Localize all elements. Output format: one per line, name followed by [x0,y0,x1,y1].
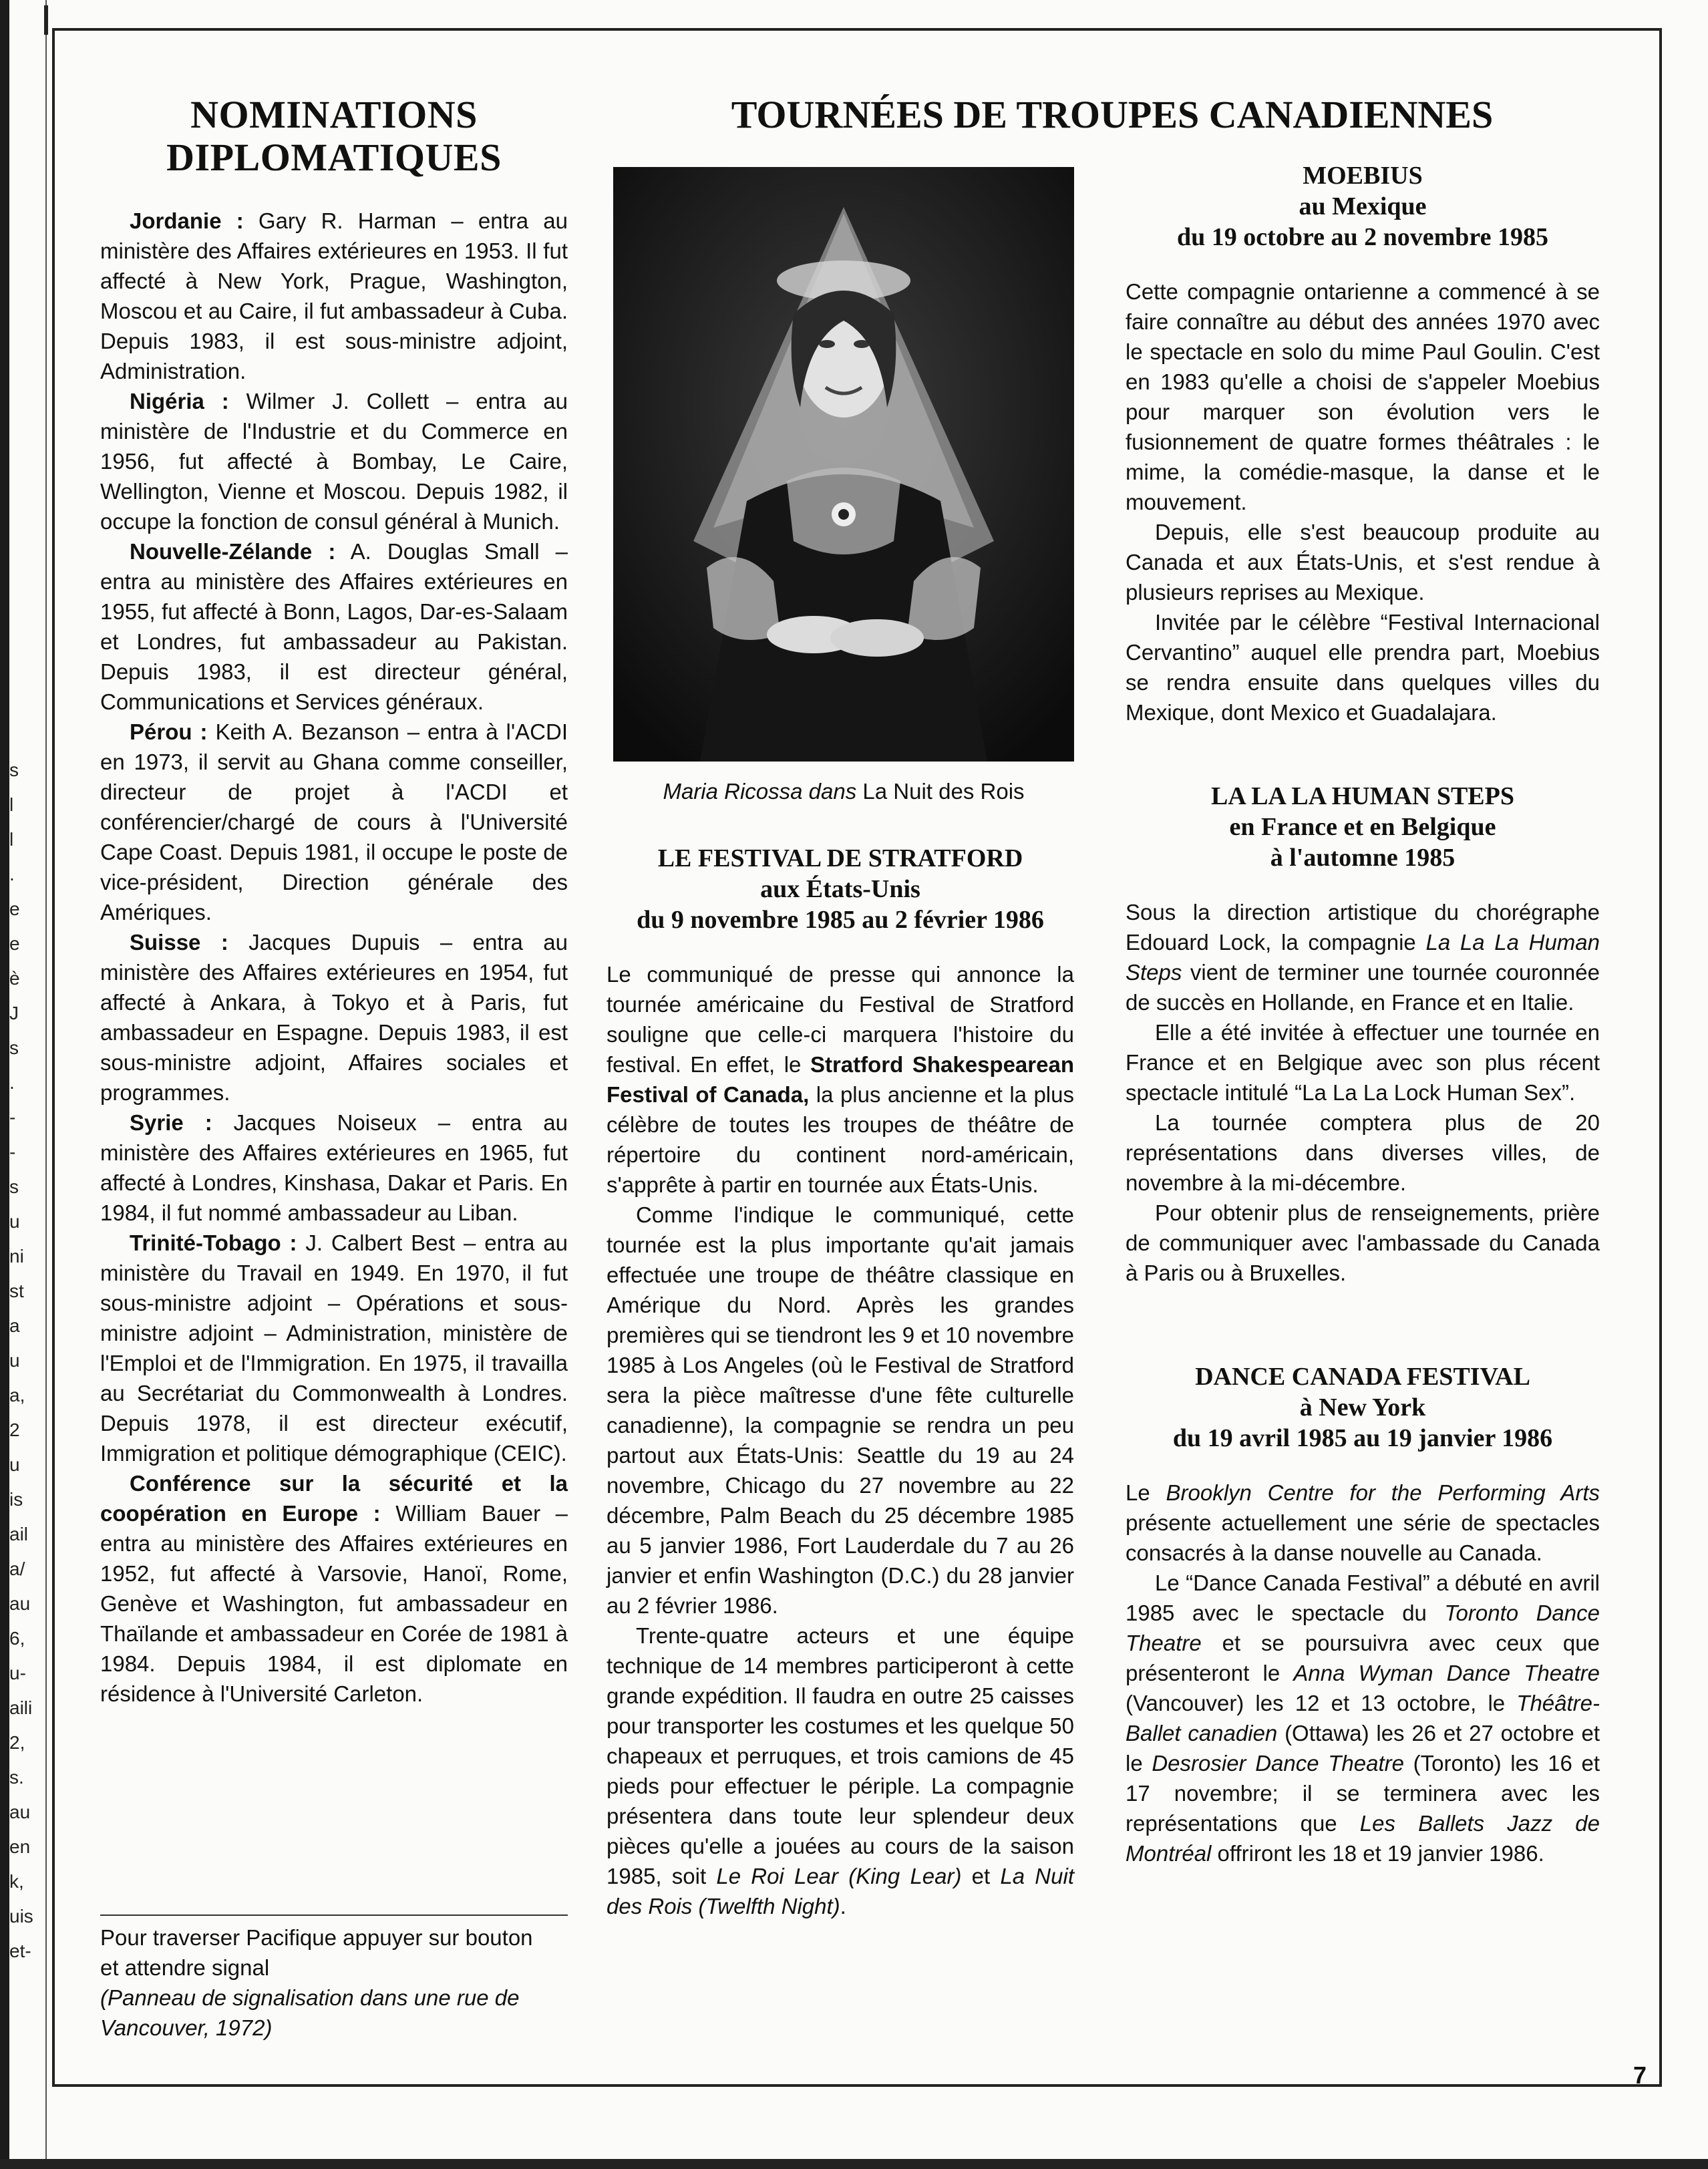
gutter-fragment: e [9,933,20,954]
moebius-paragraph-1: Cette compagnie ontarienne a commencé à se faire connaître au début des années 1970 avec le spectacle en solo du mime Paul Goulin. C'est en 1983 qu'elle a choisi de s'appeler Moebius pour marquer son évolution vers le fusionnement de quatre formes théâtrales : le mime, la comédie-masque, la danse et le mouvement. [1126,279,1600,514]
lalala-body [1126,897,1600,1288]
nomination-entry [100,1108,568,1228]
lalala-paragraph-2: Elle a été invitée à effectuer une tournée en France et en Belgique avec son plus récent spectacle intitulé “La La La Lock Human Sex”. [1126,1020,1600,1105]
caption-title: La Nuit des Rois [856,779,1025,804]
lalala-heading: LA LA LA HUMAN STEPS [1211,782,1514,810]
stratford-heading: LE FESTIVAL DE STRATFORD [657,844,1023,872]
gutter-fragment: u [9,1211,20,1232]
moebius-paragraph-2: Depuis, elle s'est beaucoup produite au Canada et aux États-Unis, et s'est rendue à plusieurs reprises au Mexique. [1126,520,1600,605]
quote-divider [100,1914,568,1916]
gutter-fragment: a/ [9,1558,25,1579]
dance-dates: du 19 avril 1985 au 19 janvier 1986 [1172,1424,1553,1452]
moebius-dates: du 19 octobre au 2 novembre 1985 [1177,223,1548,251]
portrait-photo [613,167,1074,762]
lalala-paragraph-3: La tournée comptera plus de 20 représentations dans diverses villes, de novembre à la mi-décembre. [1126,1110,1600,1195]
gutter-fragment: 2, [9,1732,25,1753]
gutter-fragment: is [9,1489,23,1510]
gutter-fragment: st [9,1281,24,1301]
gutter-fragment: e [9,898,20,919]
nomination-country: Syrie : [130,1110,212,1135]
nomination-entry [100,1228,568,1468]
gutter-fragment: . [9,864,15,884]
nomination-entry [100,1468,568,1709]
column-nominations [100,94,568,1709]
stratford-paragraph-2: Comme l'indique le communiqué, cette tournée est la plus importante qu'ait jamais effectuée une troupe de théâtre classique en Amérique du Nord. Après les grandes premières qui se tiendront les 9 et 10 novembre 1985 à Los Angeles (où le Festival de Stratford sera la pièce maîtresse d'une fête culturelle canadienne), la compagnie se rendra un peu partout aux États-Unis: Seattle du 19 au 24 novembre, Chicago du 27 novembre au 22 décembre, Palm Beach du 25 décembre 1985 au 5 janvier 1986, Fort Lauderdale du 7 au 26 janvier et enfin Washington (D.C.) du 28 janvier au 2 février 1986. [607,1202,1074,1618]
photo-caption [607,776,1081,806]
gutter-fragment: a [9,1315,20,1336]
lalala-dates: à l'automne 1985 [1270,844,1456,872]
quote-line-2: et attendre signal [100,1955,270,1980]
moebius-body [1126,277,1600,727]
gutter-fragment: ail [9,1524,29,1544]
gutter-fragment: aili [9,1697,33,1718]
tours-title: TOURNÉES DE TROUPES CANADIENNES [731,93,1494,136]
portrait-illustration [613,167,1074,762]
nomination-entry [100,386,568,536]
binding-edge [0,0,9,2169]
stratford-paragraph-1: Le communiqué de presse qui annonce la tournée américaine du Festival de Stratford souligne que celle-ci marquera l'histoire du festival. En effet, le Stratford Shakespearean Festival of Canada, la plus ancienne et la plus célèbre de toutes les troupes de théâtre de répertoire du continent nord-américain, s'apprête à partir en tournée aux États-Unis. [607,962,1074,1197]
gutter-fragment: 6, [9,1628,25,1649]
nomination-country: Suisse : [130,930,228,955]
nomination-entry [100,536,568,717]
nomination-text: Jacques Dupuis – entra au ministère des Affaires extérieures en 1954, fut affecté à Ankara, à Tokyo et à Paris, fut ambassadeur en Espagne. Depuis 1983, il est sous-ministre adjoint, Affaires sociales et programmes. [100,930,568,1105]
column-stratford [607,843,1074,1921]
gutter-fragment: a, [9,1385,25,1405]
gutter-fragment: en [9,1836,31,1857]
nomination-entry [100,206,568,386]
gutter-fragment: k, [9,1871,24,1892]
dance-subheading: à New York [1299,1393,1426,1422]
gutter-fragment: u [9,1454,20,1475]
dance-body [1126,1478,1600,1868]
gutter-fragment: è [9,968,20,989]
gutter-fragment: au [9,1802,31,1822]
dance-paragraph-2: Le “Dance Canada Festival” a débuté en avril 1985 avec le spectacle du Toronto Dance Theatre et se poursuivra avec ceux que présenteront le Anna Wyman Dance Theatre (Vancouver) les 12 et 13 octobre, le Théâtre-Ballet canadien (Ottawa) les 26 et 27 octobre et le Desrosier Dance Theatre (Toronto) les 16 et 17 novembre; il se terminera avec les représentations que Les Ballets Jazz de Montréal offriront les 18 et 19 janvier 1986. [1126,1570,1600,1866]
nomination-country: Nigéria : [130,389,229,413]
gutter-fragment: - [9,1142,16,1162]
gutter-fragment: J [9,1003,19,1023]
quote-source: (Panneau de signalisation dans une rue de Vancouver, 1972) [100,1985,520,2040]
page-number: 7 [1633,2061,1647,2089]
dance-paragraph-1: Le Brooklyn Centre for the Performing Arts présente actuellement une série de spectacles consacrés à la danse nouvelle au Canada. [1126,1480,1600,1565]
gutter-fragment: u- [9,1663,26,1683]
signage-quote [100,1923,581,2043]
nomination-country: Conférence sur la sécurité et la coopération en Europe : [100,1471,568,1526]
caption-italic: Maria Ricossa dans [663,779,857,804]
stratford-subheading: aux États-Unis [760,875,920,903]
lalala-subheading: en France et en Belgique [1229,813,1496,841]
scan-bottom-edge [0,2159,1708,2169]
nomination-text: J. Calbert Best – entra au ministère du Travail en 1949. En 1970, il fut sous-ministre adjoint – Opérations et sous-ministre adjoint – Administration, ministère de l'Emploi et de l'Immigration. En 1975, il travailla au Secrétariat du Commonwealth à Londres. Depuis 1978, il est directeur exécutif, Immigration et politique démographique (CEIC). [100,1230,568,1466]
gutter-fragment: et- [9,1941,31,1961]
lalala-paragraph-1: Sous la direction artistique du chorégraphe Edouard Lock, la compagnie La La La Human Steps vient de terminer une tournée couronnée de succès en Hollande, en France et en Italie. [1126,900,1600,1015]
gutter-fragment: l [9,829,14,850]
stratford-dates: du 9 novembre 1985 au 2 février 1986 [637,906,1044,934]
lalala-paragraph-4: Pour obtenir plus de renseignements, prière de communiquer avec l'ambassade du Canada à Paris ou à Bruxelles. [1126,1200,1600,1285]
nomination-entry [100,717,568,927]
column-tours [1126,160,1600,1868]
gutter-fragment: . [9,1072,15,1093]
nomination-text: Gary R. Harman – entra au ministère des Affaires extérieures en 1953. Il fut affecté à New York, Prague, Washington, Moscou et au Caire, il fut ambassadeur à Cuba. Depuis 1983, il est sous-ministre adjoint, Administration. [100,208,568,383]
gutter-fragment: l [9,794,14,815]
quote-line-1: Pour traverser Pacifique appuyer sur bouton [100,1925,533,1950]
nominations-title: NOMINATIONS DIPLOMATIQUES [166,93,502,179]
moebius-heading: MOEBIUS [1303,162,1423,190]
nomination-text: Jacques Noiseux – entra au ministère des Affaires extérieures en 1965, fut affecté à Londres, Kinshasa, Dakar et Paris. En 1984, il fut nommé ambassadeur au Liban. [100,1110,568,1225]
nomination-country: Nouvelle-Zélande : [130,539,336,564]
gutter-fragment: uis [9,1906,33,1927]
nomination-text: A. Douglas Small – entra au ministère des Affaires extérieures en 1955, fut affecté à Bonn, Lagos, Dar-es-Salaam et Londres, fut ambassadeur au Pakistan. Depuis 1983, il est directeur général, Communications et Services généraux. [100,539,568,714]
crop-mark [44,5,48,35]
nominations-list [100,206,568,1709]
gutter-fragment: au [9,1593,31,1614]
stratford-body [607,959,1074,1921]
moebius-subheading: au Mexique [1299,192,1427,220]
nomination-country: Jordanie : [130,208,244,233]
nomination-entry [100,927,568,1108]
gutter-fragment: - [9,1107,16,1128]
moebius-paragraph-3: Invitée par le célèbre “Festival Internacional Cervantino” auquel elle prendra part, Moebius se rendra ensuite dans quelques villes du Mexique, dont Mexico et Guadalajara. [1126,610,1600,725]
dance-heading: DANCE CANADA FESTIVAL [1195,1363,1530,1391]
gutter-fragment: ni [9,1246,24,1267]
stratford-paragraph-3: Trente-quatre acteurs et une équipe technique de 14 membres participeront à cette grande expédition. Il faudra en outre 25 caisses pour transporter les costumes et les quelque 50 chapeaux et perruques, et trois camions de 45 pieds pour effectuer le périple. La compagnie présentera dans toute leur splendeur deux pièces qu'elle a jouées au cours de la saison 1985, soit Le Roi Lear (King Lear) et La Nuit des Rois (Twelfth Night). [607,1623,1074,1918]
gutter-fragment: s [9,1037,19,1058]
nomination-text: Keith A. Bezanson – entra à l'ACDI en 1973, il servit au Ghana comme conseiller, directeur de projet à l'ACDI et conférencier/chargé de cours à l'Université Cape Coast. Depuis 1981, il occupe le poste de vice-président, Direction générale des Amériques. [100,719,568,925]
gutter-fragment: s [9,1176,19,1197]
nomination-country: Trinité-Tobago : [130,1230,297,1255]
gutter-fragment: u [9,1350,20,1371]
nomination-country: Pérou : [130,719,208,744]
nomination-text: Wilmer J. Collett – entra au ministère de l'Industrie et du Commerce en 1956, fut affecté à Bombay, Le Caire, Wellington, Vienne et Moscou. Depuis 1982, il occupe la fonction de consul général à Munich. [100,389,568,534]
gutter-fragment: s. [9,1767,24,1788]
gutter-fragment: s [9,760,19,780]
nomination-text: William Bauer – entra au ministère des Affaires extérieures en 1952, fut affecté à Varsovie, Hanoï, Rome, Genève et Washington, fut ambassadeur en Thaïlande et ambassadeur en Corée de 1981 à 1984. Depuis 1984, il est diplomate en résidence à l'Université Carleton. [100,1501,568,1706]
page-edge-line [45,0,47,2169]
gutter-fragment: 2 [9,1420,20,1440]
